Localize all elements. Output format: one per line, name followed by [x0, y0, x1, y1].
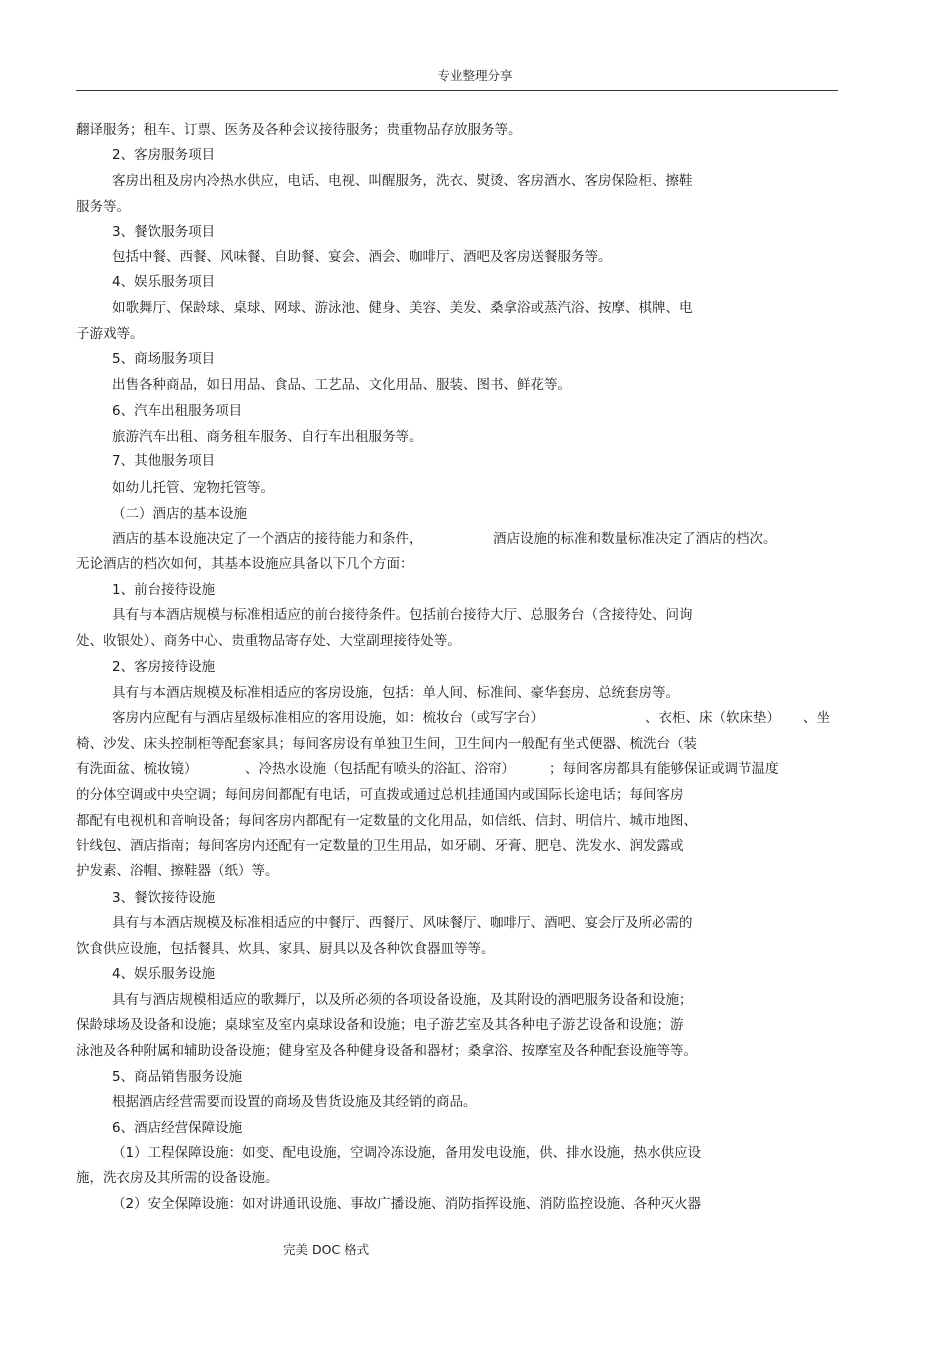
text-line: 具有与酒店规模相适应的歌舞厅，以及所必须的各项设备设施，及其附设的酒吧服务设备和设施；	[112, 992, 693, 1008]
subsection-heading: （二）酒店的基本设施	[112, 506, 247, 522]
text-line: 护发素、浴帽、擦鞋器（纸）等。	[76, 863, 279, 879]
text-line: 具有与本酒店规模与标准相适应的前台接待条件。包括前台接待大厅、总服务台（含接待处、问询	[112, 607, 693, 623]
section-heading: 3、餐饮服务项目	[112, 224, 216, 240]
section-heading: 4、娱乐服务设施	[112, 966, 216, 982]
text-line: 的分体空调或中央空调；每间房间都配有电话，可直拨或通过总机挂通国内或国际长途电话；每间客房	[76, 787, 684, 803]
section-heading: 5、商场服务项目	[112, 351, 216, 367]
text-line: 客房内应配有与酒店星级标准相应的客用设施，如：梳妆台（或写字台）	[112, 710, 544, 726]
text-line: 泳池及各种附属和辅助设备设施；健身室及各种健身设备和器材；桑拿浴、按摩室及各种配套设施等等。	[76, 1043, 697, 1059]
text-line: 子游戏等。	[76, 326, 144, 342]
text-line: 酒店设施的标准和数量标准决定了酒店的档次。	[493, 531, 777, 547]
text-line: （1）工程保障设施：如变、配电设施，空调冷冻设施，备用发电设施，供、排水设施，热水供应设	[112, 1145, 702, 1161]
section-heading: 6、汽车出租服务项目	[112, 403, 243, 419]
text-line: 、衣柜、床（软床垫）	[645, 710, 780, 726]
section-heading: 3、餐饮接待设施	[112, 890, 216, 906]
text-line: 无论酒店的档次如何，其基本设施应具备以下几个方面：	[76, 556, 414, 572]
section-heading: 6、酒店经营保障设施	[112, 1120, 243, 1136]
section-heading: 7、其他服务项目	[112, 453, 216, 469]
text-line: 有洗面盆、梳妆镜）	[76, 761, 198, 777]
header-divider	[76, 90, 838, 91]
text-line: 如歌舞厅、保龄球、桌球、网球、游泳池、健身、美容、美发、桑拿浴或蒸汽浴、按摩、棋牌、电	[112, 300, 693, 316]
section-heading: 2、客房接待设施	[112, 659, 216, 675]
text-line: 饮食供应设施，包括餐具、炊具、家具、厨具以及各种饮食器皿等等。	[76, 941, 495, 957]
text-line: 服务等。	[76, 199, 130, 215]
text-line: 具有与本酒店规模及标准相适应的客房设施，包括：单人间、标准间、豪华套房、总统套房等。	[112, 685, 679, 701]
text-line: 具有与本酒店规模及标准相适应的中餐厅、西餐厅、风味餐厅、咖啡厅、酒吧、宴会厅及所必需的	[112, 915, 693, 931]
text-line: 翻译服务；租车、订票、医务及各种会议接待服务；贵重物品存放服务等。	[76, 122, 522, 138]
section-heading: 5、商品销售服务设施	[112, 1069, 243, 1085]
text-line: 保龄球场及设备和设施；桌球室及室内桌球设备和设施；电子游艺室及其各种电子游艺设备和设施；游	[76, 1017, 684, 1033]
text-line: 根据酒店经营需要而设置的商场及售货设施及其经销的商品。	[112, 1094, 477, 1110]
text-line: 酒店的基本设施决定了一个酒店的接待能力和条件，	[112, 531, 423, 547]
text-line: 针线包、酒店指南；每间客房内还配有一定数量的卫生用品，如牙刷、牙膏、肥皂、洗发水、润发露或	[76, 838, 684, 854]
text-line: 施，洗衣房及其所需的设备设施。	[76, 1170, 279, 1186]
section-heading: 1、前台接待设施	[112, 582, 216, 598]
text-line: 如幼儿托管、宠物托管等。	[112, 480, 274, 496]
text-line: 都配有电视机和音响设备；每间客房内都配有一定数量的文化用品，如信纸、信封、明信片、城市地图、	[76, 813, 697, 829]
text-line: 、冷热水设施（包括配有喷头的浴缸、浴帘）	[245, 761, 515, 777]
page-footer: 完美 DOC 格式	[283, 1242, 370, 1257]
text-line: 旅游汽车出租、商务租车服务、自行车出租服务等。	[112, 429, 423, 445]
text-line: 客房出租及房内冷热水供应，电话、电视、叫醒服务，洗衣、熨烫、客房酒水、客房保险柜、擦鞋	[112, 173, 693, 189]
text-line: 椅、沙发、床头控制柜等配套家具；每间客房设有单独卫生间，卫生间内一般配有坐式便器、梳洗台（装	[76, 736, 697, 752]
text-line: ；每间客房都具有能够保证或调节温度	[549, 761, 779, 777]
text-line: 、坐	[803, 710, 830, 726]
text-line: 处、收银处）、商务中心、贵重物品寄存处、大堂副理接待处等。	[76, 633, 461, 649]
section-heading: 4、娱乐服务项目	[112, 274, 216, 290]
text-line: 包括中餐、西餐、风味餐、自助餐、宴会、酒会、咖啡厅、酒吧及客房送餐服务等。	[112, 249, 612, 265]
page-header: 专业整理分享	[437, 68, 513, 83]
text-line: 出售各种商品，如日用品、食品、工艺品、文化用品、服装、图书、鲜花等。	[112, 377, 571, 393]
section-heading: 2、客房服务项目	[112, 147, 216, 163]
text-line: （2）安全保障设施：如对讲通讯设施、事故广播设施、消防指挥设施、消防监控设施、各种灭火器	[112, 1196, 702, 1212]
